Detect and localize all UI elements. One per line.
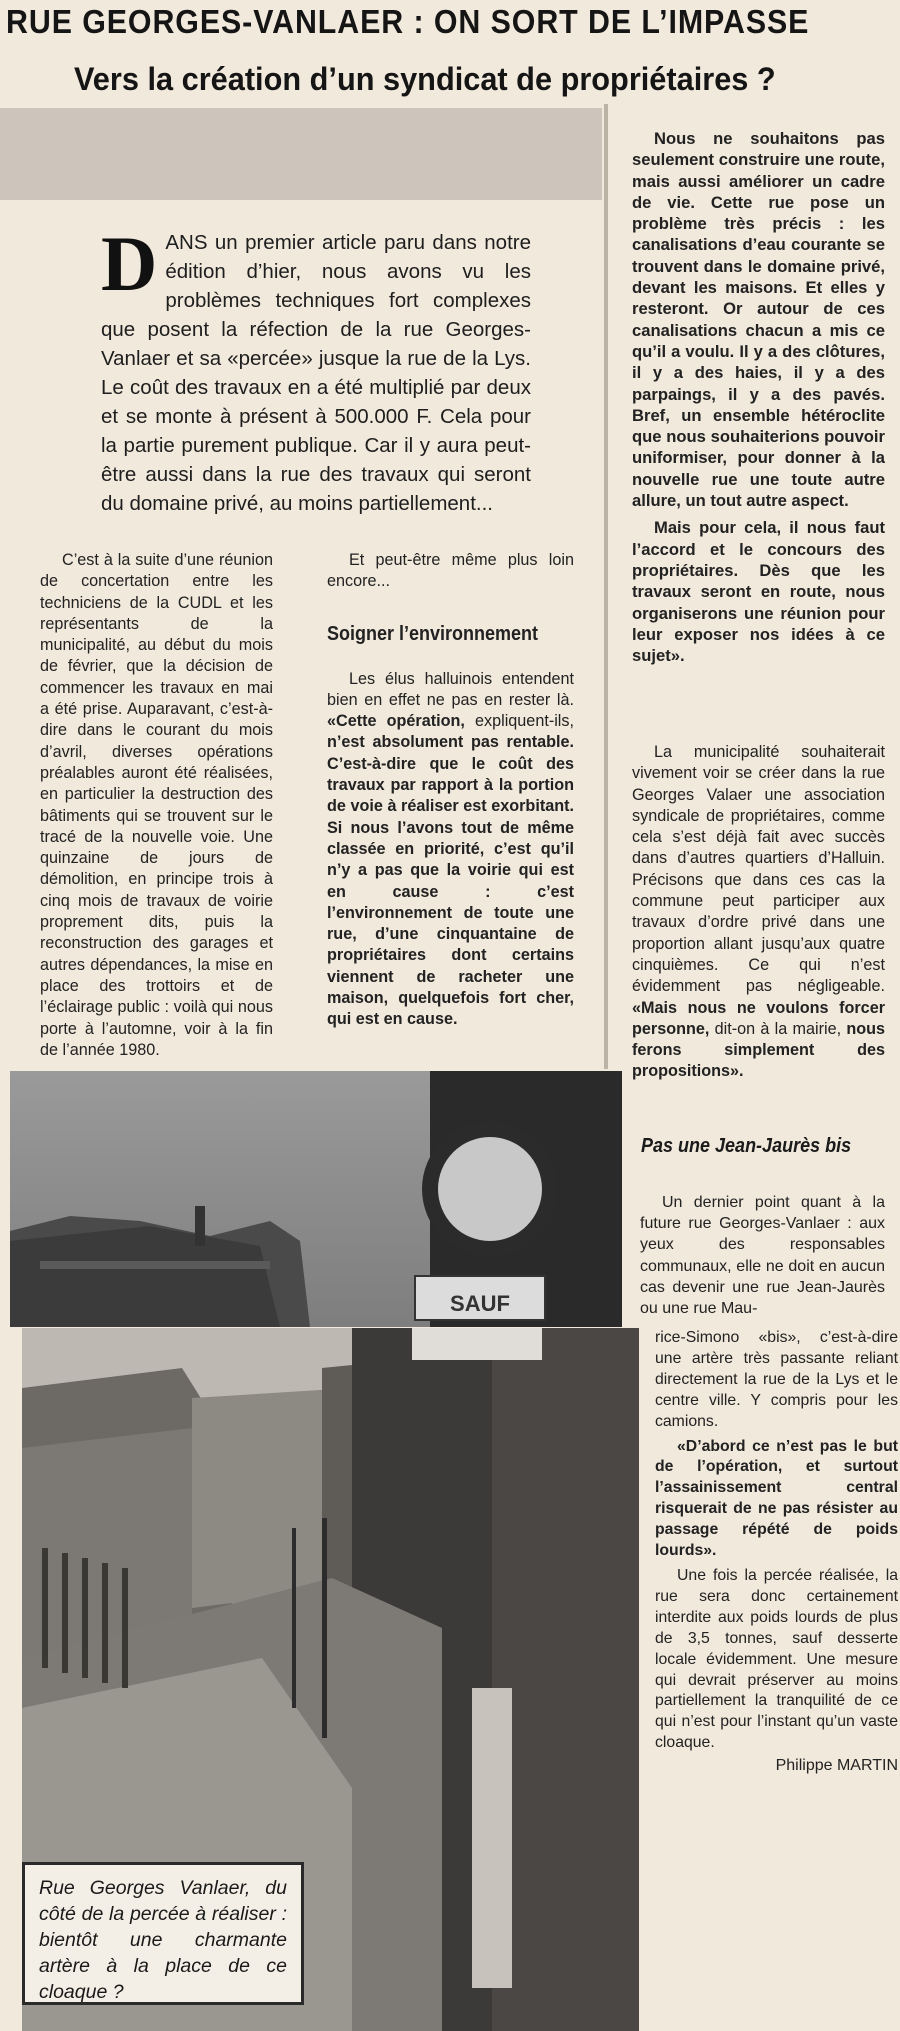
section-title-jean-jaures: Pas une Jean-Jaurès bis [641,1135,852,1157]
col1-paragraph: C’est à la suite d’une réunion de concertation entre les techniciens de la CUDL et les représentants de la municipalité, au début du mois de février, que la décision de commencer les travaux en mai a été prise. Auparavant, c’est-à-dire dans le courant du mois d’avril, diverses opérations préalables auront été réalisées, en particulier la destruction des bâtiments qui se trouvent sur le tracé de la nouvelle voie. Une quinzaine de jours de démolition, en principe trois à cinq mois de travaux de voirie proprement dits, puis la reconstruction des garages et autres dépendances, la mise en place des trottoirs et de l’éclairage public : voilà qui nous porte à l’automne, voir à la fin de l’année 1980. [40,551,273,1059]
lead-paragraph [101,220,531,518]
col3-paragraph-4-cont: rice-Simono «bis», c’est-à-dire une artère très passante reliant directement la rue de la Lys et le centre ville. Y compris pour les camions. [655,1329,898,1430]
author-signature: Philippe MARTIN [775,1757,898,1775]
photo-street-top [10,1071,622,1327]
lead-text: ANS un premier article paru dans notre édition d’hier, nous avons vu les problèmes techniques fort complexes que posent la réfection de la rue Georges-Vanlaer et sa «percée» jusque la rue de la Lys. Le coût des travaux en a été multiplié par deux et se monte à présent à 500.000 F. Cela pour la partie purement publique. Car il y aura peut-être aussi dans la rue des travaux qui seront du domaine privé, au moins partiellement... [101,231,531,515]
col2-text-plain: Les élus halluinois entendent bien en effet ne pas en rester là. [327,669,574,709]
col3-paragraph-4: Un dernier point quant à la future rue Georges-Vanlaer : aux yeux des responsables communaux, elle ne doit en aucun cas devenir une rue Jean-Jaurès ou une rue Mau- [640,1194,885,1318]
col3-paragraph-2: Mais pour cela, il nous faut l’accord et le concours des propriétaires. Dès que les travaux seront en route, nous organiserons une réunion pour leur exposer nos idées à ce sujet». [632,518,885,666]
photo-street-top-image [10,1071,622,1327]
col3-paragraph-6: Une fois la percée réalisée, la rue sera donc certainement interdite aux poids lourds de plus de 3,5 tonnes, sauf desserte locale évidemment. Une mesure qui devrait préserver au moins partiellement la tranquilité de ce qui n’est pour l’instant qu’un vaste cloaque. [655,1566,898,1752]
article-column-1 [40,550,273,1061]
drop-cap: D [101,220,158,307]
col3-paragraph-1: Nous ne souhaitons pas seulement construire une route, mais aussi améliorer un cadre de vie. Cette rue pose un problème très précis : les canalisations d’eau courante se trouvent dans le domaine privé, devant les maisons. Et elles y resteront. Or autour de ces canalisations chacun a mis ce qu’il a voulu. Il y a des clôtures, il y a des haies, il y a des parpaings, il y a des pavés. Bref, un ensemble hétéroclite que nous souhaiterions pouvoir uniformiser, pour donner à la nouvelle rue une toute autre allure, un tout autre aspect. [632,129,885,511]
column-divider [604,104,608,1069]
road-sign-text: SAUF [450,1291,510,1316]
article-column-3-tail [655,1328,898,1777]
section-title-environnement: Soigner l’environnement [327,622,539,645]
paper-scan-gray-area [0,108,602,200]
col3-paragraph-5: «D’abord ce n’est pas le but de l’opération, et surtout l’assainissement central risquerait de ne pas résister au passage répété de poids lourds». [655,1437,898,1560]
article-column-3-quote [632,128,885,666]
headline: RUE GEORGES-VANLAER : ON SORT DE L’IMPASSE [6,3,810,40]
article-column-3-dernier-point [640,1192,885,1319]
col3-text-bold-a: «Mais nous ne voulons forcer personne, [632,998,885,1038]
col2-text-bold-c: n’est absolument pas rentable. C’est-à-dire que le coût des travaux par rapport à la portion de voie à réaliser est exorbitant. Si nous l’avons tout de même classée en priorité, c’est qu’il n’y a pas que la voirie qui est en cause : c’est l’environnement de toute une rue, d’une cinquantaine de propriétaires dont certains viennent de racheter une maison, quelquefois fort cher, qui est en cause. [327,733,574,1029]
article-column-3-municipalite [632,742,885,1083]
col3-text-plain: La municipalité souhaiterait vivement voir se créer dans la rue Georges Valaer une association syndicale de propriétaires, comme cela s’est déjà fait avec succès dans d’autres quartiers d’Halluin. Précisons que dans ces cas la commune peut participer aux travaux d’ordre privé dans une proportion allant jusqu’aux quatre cinquièmes. Ce qui n’est évidemment pas négligeable. [632,743,885,996]
col2-text-bold-a: «Cette opération, [327,712,465,731]
subheadline: Vers la création d’un syndicat de propriétaires ? [74,61,776,97]
col2-paragraph-2 [327,669,574,1031]
col3-paragraph-3 [632,742,885,1083]
col2-text-plain-b: expliquent-ils, [464,712,574,731]
col3-text-bold-c: nous ferons simplement des propositions». [632,1019,885,1081]
article-column-2 [327,550,574,1031]
col2-paragraph-1: Et peut-être même plus loin encore... [327,551,574,591]
photo-caption: Rue Georges Vanlaer, du côté de la percée à réaliser : bientôt une charmante artère à la place de ce cloaque ? [22,1862,304,2005]
col3-text-plain-b: dit-on à la mairie, [709,1019,847,1038]
